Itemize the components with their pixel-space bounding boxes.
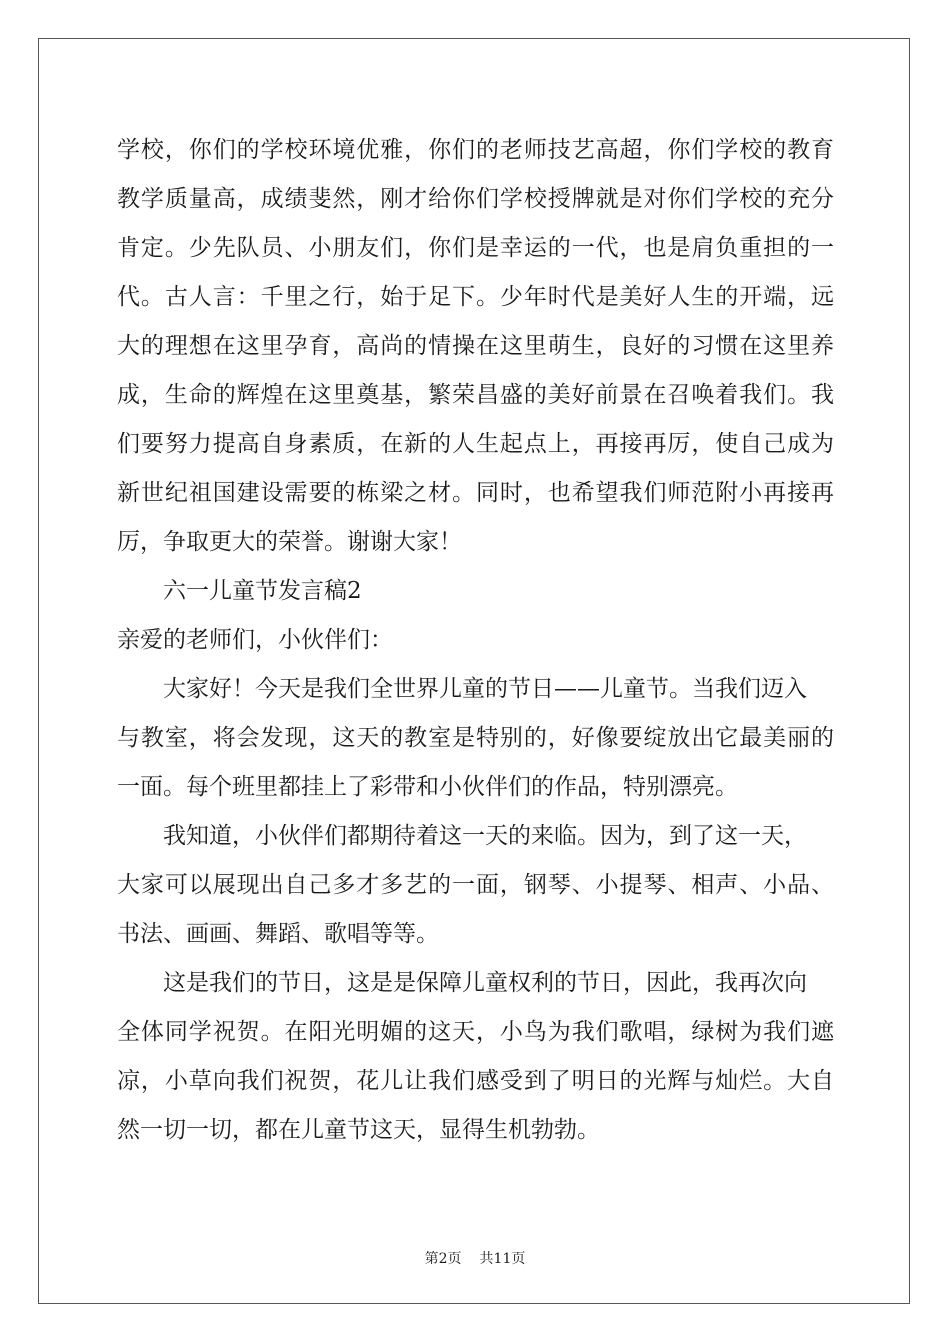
page-total: 共11页: [479, 1251, 526, 1267]
text-line: 大的理想在这里孕育，高尚的情操在这里萌生，良好的习惯在这里养: [117, 333, 834, 359]
text-line: 厉，争取更大的荣誉。谢谢大家！: [117, 529, 462, 555]
page-number: 第2页: [424, 1251, 462, 1267]
salutation: 亲爱的老师们，小伙伴们：: [117, 627, 393, 653]
text-line: 书法、画画、舞蹈、歌唱等等。: [117, 921, 439, 947]
text-line: 大家好！今天是我们全世界儿童的节日——儿童节。当我们迈入: [163, 676, 807, 702]
text-line: 凉，小草向我们祝贺，花儿让我们感受到了明日的光辉与灿烂。大自: [117, 1068, 834, 1094]
text-line: 这是我们的节日，这是是保障儿童权利的节日，因此，我再次向: [163, 970, 807, 996]
text-line: 全体同学祝贺。在阳光明媚的这天，小鸟为我们歌唱，绿树为我们遮: [117, 1019, 834, 1045]
text-line: 一面。每个班里都挂上了彩带和小伙伴们的作品，特别漂亮。: [117, 774, 738, 800]
section-heading: 六一儿童节发言稿2: [163, 578, 362, 604]
text-line: 代。古人言：千里之行，始于足下。少年时代是美好人生的开端，远: [117, 284, 834, 310]
text-line: 新世纪祖国建设需要的栋梁之材。同时，也希望我们师范附小再接再: [117, 480, 834, 506]
text-line: 肯定。少先队员、小朋友们，你们是幸运的一代，也是肩负重担的一: [117, 235, 834, 261]
text-line: 学校，你们的学校环境优雅，你们的老师技艺高超，你们学校的教育: [117, 137, 834, 163]
text-line: 们要努力提高自身素质，在新的人生起点上，再接再厉，使自己成为: [117, 431, 834, 457]
document-body: [117, 126, 834, 1155]
text-line: 大家可以展现出自己多才多艺的一面，钢琴、小提琴、相声、小品、: [117, 872, 834, 898]
text-line: 与教室，将会发现，这天的教室是特别的，好像要绽放出它最美丽的: [117, 725, 834, 751]
text-line: 成，生命的辉煌在这里奠基，繁荣昌盛的美好前景在召唤着我们。我: [117, 382, 834, 408]
page-footer: [0, 1248, 950, 1268]
text-line: 然一切一切，都在儿童节这天，显得生机勃勃。: [117, 1117, 600, 1143]
text-line: 教学质量高，成绩斐然，刚才给你们学校授牌就是对你们学校的充分: [117, 186, 834, 212]
text-line: 我知道，小伙伴们都期待着这一天的来临。因为，到了这一天，: [163, 823, 807, 849]
